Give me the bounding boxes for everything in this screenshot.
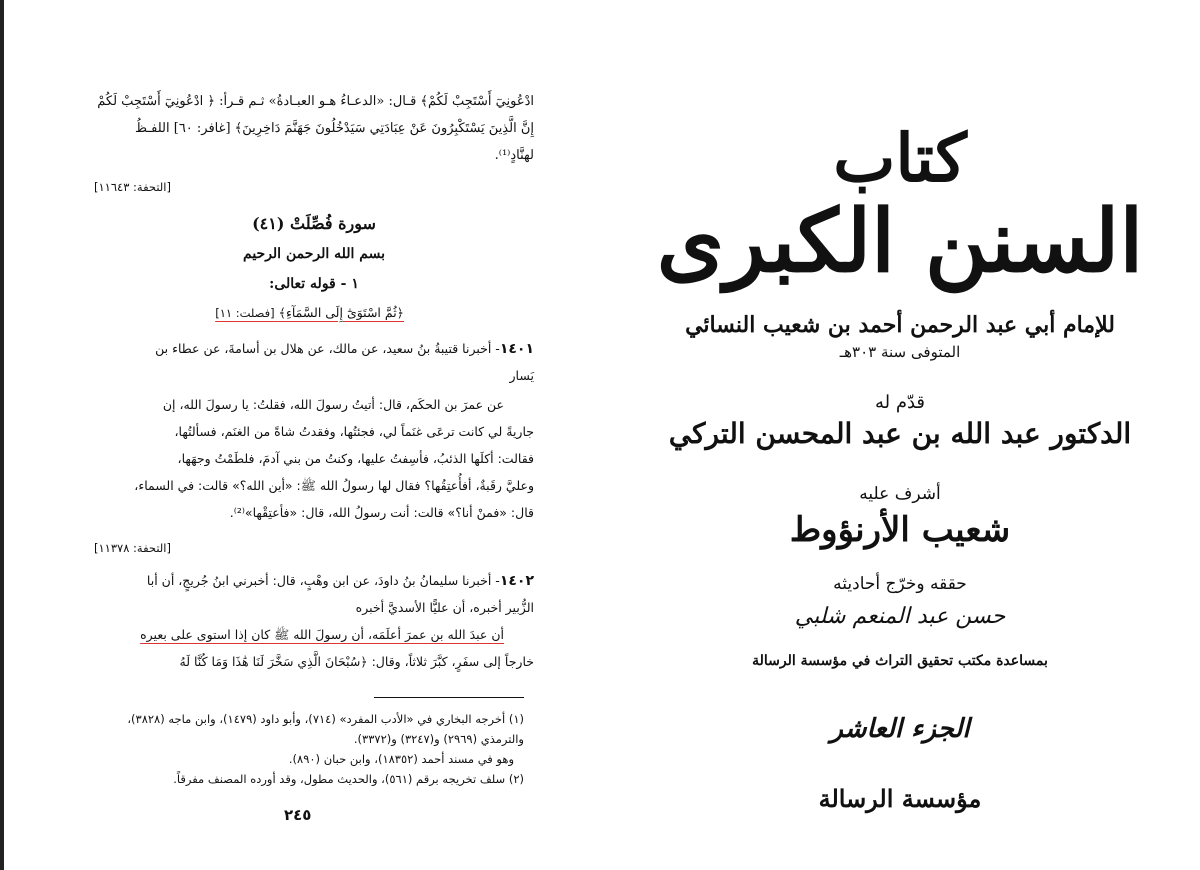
hadith-1402-line-2: الزُّبير أخبره، أن عليًّا الأسديَّ أخبره — [355, 600, 534, 615]
verse-quote: ﴿ثُمَّ اسْتَوَىٰٓ إِلَى السَّمَآءِ﴾ — [278, 305, 404, 320]
footnote-1-line-2: والترمذي (٢٩٦٩) و(٣٢٤٧) و(٣٣٧٢). — [353, 732, 524, 746]
cover-kitab: كتاب — [833, 119, 967, 197]
verse-quote-line — [215, 305, 404, 321]
hadith-1402-line-4: خارجاً إلى سفَرٍ، كبَّرَ ثلاثاً، وقال: ﴿سُبْحَانَ الَّذِي سَخَّرَ لَنَا هَٰذَا وَمَا كُنَّا لَهُ — [179, 654, 534, 669]
hadith-1401-line-2: يَسار — [509, 368, 534, 383]
tuhfa-reference-1: [التحفة: ١١٦٤٣] — [94, 180, 171, 194]
hadith-number-1401: ١٤٠١ — [499, 341, 534, 357]
hadith-1402-first-line — [94, 573, 534, 589]
surah-title: سورة فُصِّلَتْ (٤١) — [252, 214, 376, 233]
hadith-1401-first-line — [94, 341, 534, 357]
verse-line-1: ادْعُونِيٓ أَسْتَجِبْ لَكُمْ﴾ قـال: «الدعـاءُ هـو العبـادةُ» ثـم قـرأ: ﴿ ادْعُونِيٓ أَسْتَجِبْ لَكُمْ — [97, 94, 534, 109]
cover-volume: الجزء العاشر — [830, 714, 970, 744]
verse-reference: [فصلت: ١١] — [215, 306, 275, 320]
hadith-1401-text: - أخبرنا قتيبةُ بنُ سعيد، عن مالك، عن هلال بن أسامةَ، عن عطاء بن — [155, 341, 500, 356]
cover-supervised-label: أشرف عليه — [859, 484, 941, 504]
hadith-1402-text: - أخبرنا سليمانُ بنُ داودَ، عن ابن وهْبٍ، قال: أخبرني ابنُ جُريجٍ، أن أبا — [146, 573, 500, 588]
cover-verified-label: حققه وخرّج أحاديثه — [833, 574, 967, 594]
cover-publisher: مؤسسة الرسالة — [818, 784, 982, 813]
cover-intro-name: الدكتور عبد الله بن عبد المحسن التركي — [668, 417, 1132, 450]
footnote-2: (٢) سلف تخريجه برقم (٥٦١)، والحديث مطول، وقد أورده المصنف مفرقاً. — [173, 772, 524, 786]
footnote-1-line-3: وهو في مسند أحمد (١٨٣٥٢)، وابن حبان (٨٩٠). — [288, 752, 514, 766]
footnote-divider — [374, 697, 524, 698]
hadith-1401-line-6: وعليَّ رقَبةٌ، أفأُعتِقُها؟ فقال لها رسولُ الله ﷺ: «أين الله؟» قالت: في السماء، — [134, 478, 534, 493]
basmala: بسم الله الرحمن الرحيم — [243, 246, 385, 262]
hadith-1401-line-4: جاريةً لي كانت ترعَى غنَماً لي، فجئتُها، وفقدتُ شاةً من الغنَم، فسألتُها، — [174, 424, 534, 439]
hadith-1402-line-3 — [94, 627, 504, 643]
page-number: ٢٤٥ — [284, 806, 312, 824]
cover-death-year: المتوفى سنة ٣٠٣هـ — [839, 343, 961, 361]
cover-intro-label: قدّم له — [874, 392, 926, 413]
verse-line-2: إِنَّ الَّذِينَ يَسْتَكْبِرُونَ عَنْ عِبَادَتِي سَيَدْخُلُونَ جَهَنَّمَ دَاخِرِينَ﴾ [غافر: ٦٠] اللفـظُ — [135, 121, 534, 136]
hadith-1401-line-3: عن عمرَ بن الحكَم، قال: أتيتُ رسولَ الله، فقلتُ: يا رسولَ الله، إن — [162, 397, 504, 412]
footnote-1-line-1: (١) أخرجه البخاري في «الأدب المفرد» (٧١٤)، وأبو داود (١٤٧٩)، وابن ماجه (٣٨٢٨)، — [127, 712, 524, 726]
tuhfa-reference-2: [التحفة: ١١٣٧٨] — [94, 541, 171, 555]
cover-supervisor: شعيب الأرنؤوط — [789, 510, 1011, 550]
section-heading: ١ - قوله تعالى: — [269, 276, 359, 292]
cover-assistance: بمساعدة مكتب تحقيق التراث في مؤسسة الرسالة — [752, 653, 1048, 669]
hadith-1402-line-3-text: أن عبدَ الله بن عمرَ أعلَمَه، أن رسولَ الله ﷺ كان إذا استوى على بعيره — [140, 627, 504, 642]
right-page-cover — [600, 0, 1200, 870]
hadith-number-1402: ١٤٠٢ — [499, 573, 534, 589]
cover-author: للإمام أبي عبد الرحمن أحمد بن شعيب النسائي — [685, 312, 1115, 338]
cover-verifier: حسن عبد المنعم شلبي — [794, 604, 1006, 629]
cover-title: السنن الكبرى — [656, 191, 1144, 292]
hadith-1401-line-7: قال: «فمنْ أنا؟» قالت: أنت رسولُ الله، قال: «فأعتِقْها»⁽²⁾. — [229, 505, 534, 520]
verse-line-3: لهنَّادٍ⁽¹⁾. — [494, 148, 534, 163]
hadith-1401-line-5: فقالت: أكلَها الذئبُ، فأسِفتُ عليها، وكنتُ من بني آدمَ، فلطَمْتُ وجهَها، — [177, 451, 534, 466]
